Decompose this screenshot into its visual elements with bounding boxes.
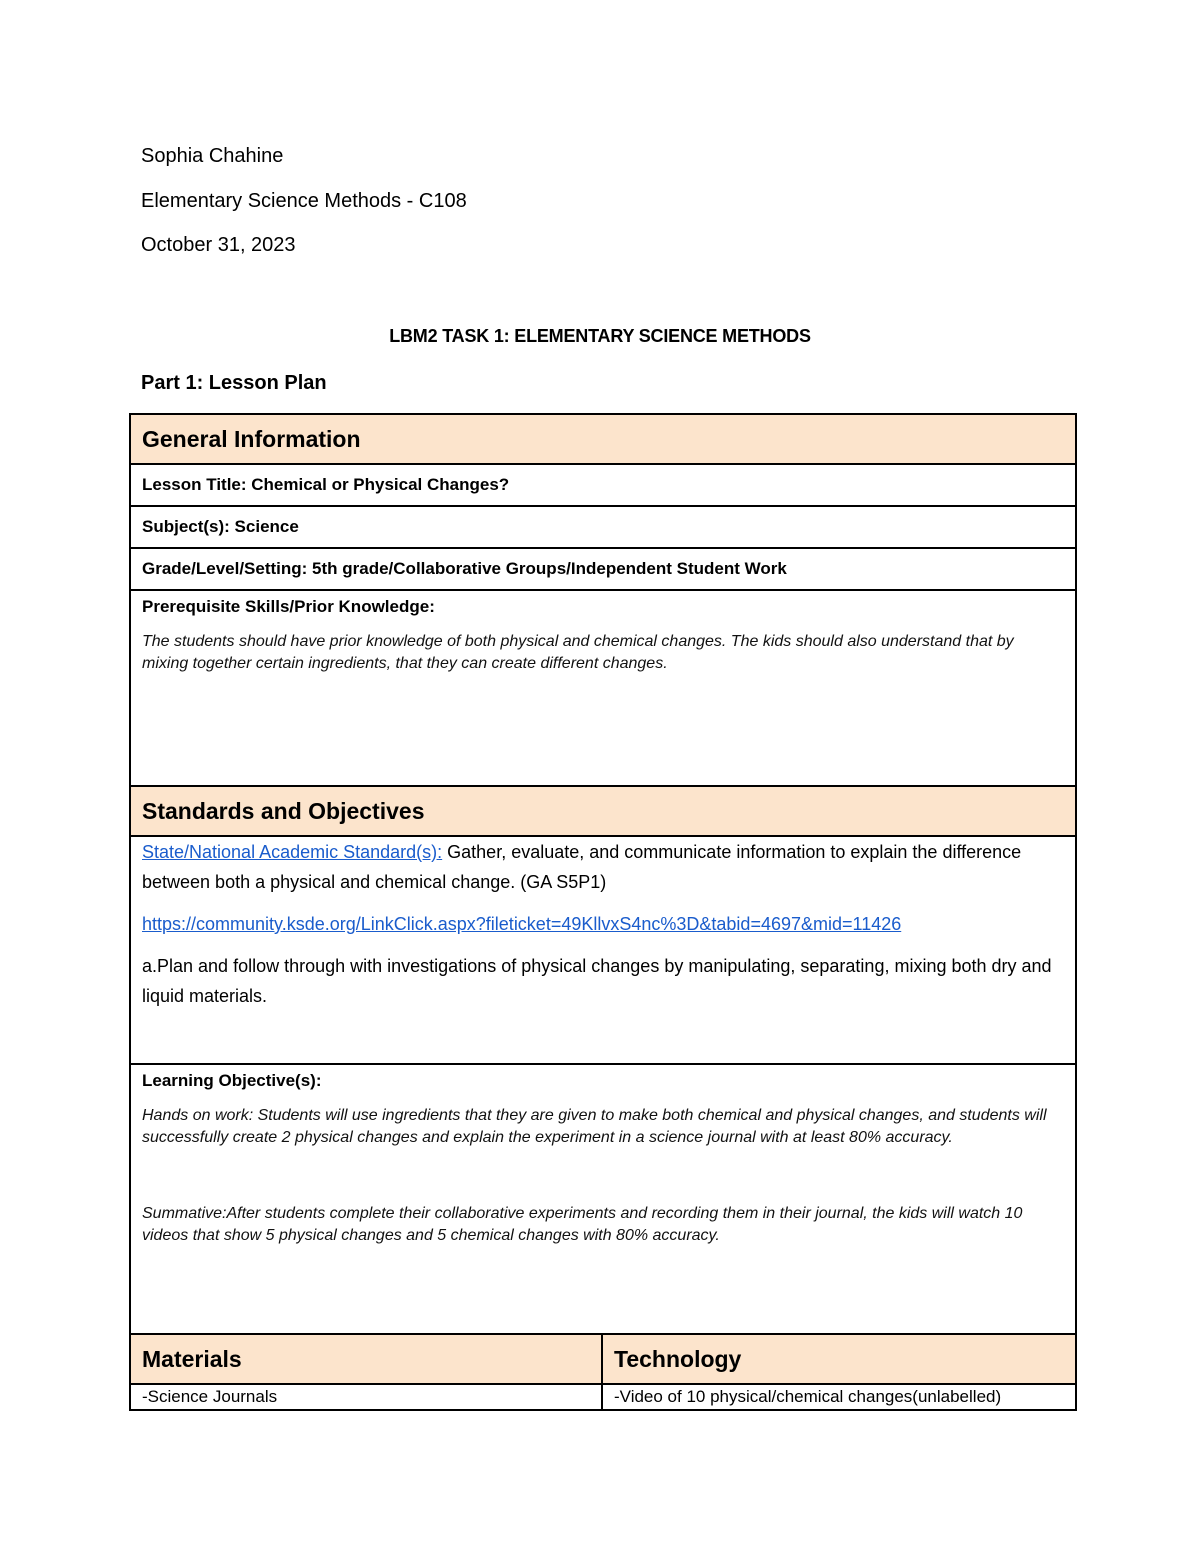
standard-item-a: a.Plan and follow through with investigations of physical changes by manipulating, separating, mixing both dry and liquid materials.	[142, 956, 1052, 1006]
prerequisite-label: Prerequisite Skills/Prior Knowledge:	[142, 597, 435, 616]
standard-text: Gather, evaluate, and communicate information to explain the difference between both a physical and chemical change. (GA S5P1)	[142, 842, 1022, 892]
standard-link[interactable]: State/National Academic Standard(s):	[142, 842, 443, 862]
materials-heading: Materials	[130, 1334, 602, 1384]
objective-hands-on: Hands on work: Students will use ingredients that they are given to make both chemical and physical changes, and students will successfully create 2 physical changes and explain the experiment in a science journal with at least 80% accuracy.	[142, 1107, 1047, 1146]
standard-url-link[interactable]: https://community.ksde.org/LinkClick.aspx?fileticket=49KllvxS4nc%3D&tabid=4697&mid=11426	[142, 914, 902, 934]
general-information-heading: General Information	[130, 414, 1076, 464]
author-name: Sophia Chahine	[141, 145, 284, 167]
standards-cell	[130, 836, 1076, 1064]
document-title: LBM2 TASK 1: ELEMENTARY SCIENCE METHODS	[389, 326, 811, 346]
technology-heading: Technology	[602, 1334, 1076, 1384]
prerequisite-cell	[130, 590, 1076, 786]
grade-level-row: Grade/Level/Setting: 5th grade/Collaborative Groups/Independent Student Work	[130, 548, 1076, 590]
prerequisite-text: The students should have prior knowledge of both physical and chemical changes. The kids should also understand that by mixing together certain ingredients, that they can create different changes.	[142, 633, 1014, 672]
part-heading: Part 1: Lesson Plan	[141, 372, 327, 394]
technology-item: -Video of 10 physical/chemical changes(unlabelled)	[602, 1384, 1076, 1410]
learning-objectives-label: Learning Objective(s):	[142, 1071, 322, 1090]
materials-item: -Science Journals	[130, 1384, 602, 1410]
standards-objectives-heading: Standards and Objectives	[130, 786, 1076, 836]
course-name: Elementary Science Methods - C108	[141, 190, 467, 212]
subjects-row: Subject(s): Science	[130, 506, 1076, 548]
objective-summative: Summative:After students complete their collaborative experiments and recording them in their journal, the kids will watch 10 videos that show 5 physical changes and 5 chemical changes with 80% accuracy.	[142, 1205, 1023, 1244]
lesson-title-row: Lesson Title: Chemical or Physical Changes?	[130, 464, 1076, 506]
lesson-plan-table	[129, 413, 1077, 1411]
learning-objectives-cell	[130, 1064, 1076, 1334]
document-date: October 31, 2023	[141, 234, 296, 256]
